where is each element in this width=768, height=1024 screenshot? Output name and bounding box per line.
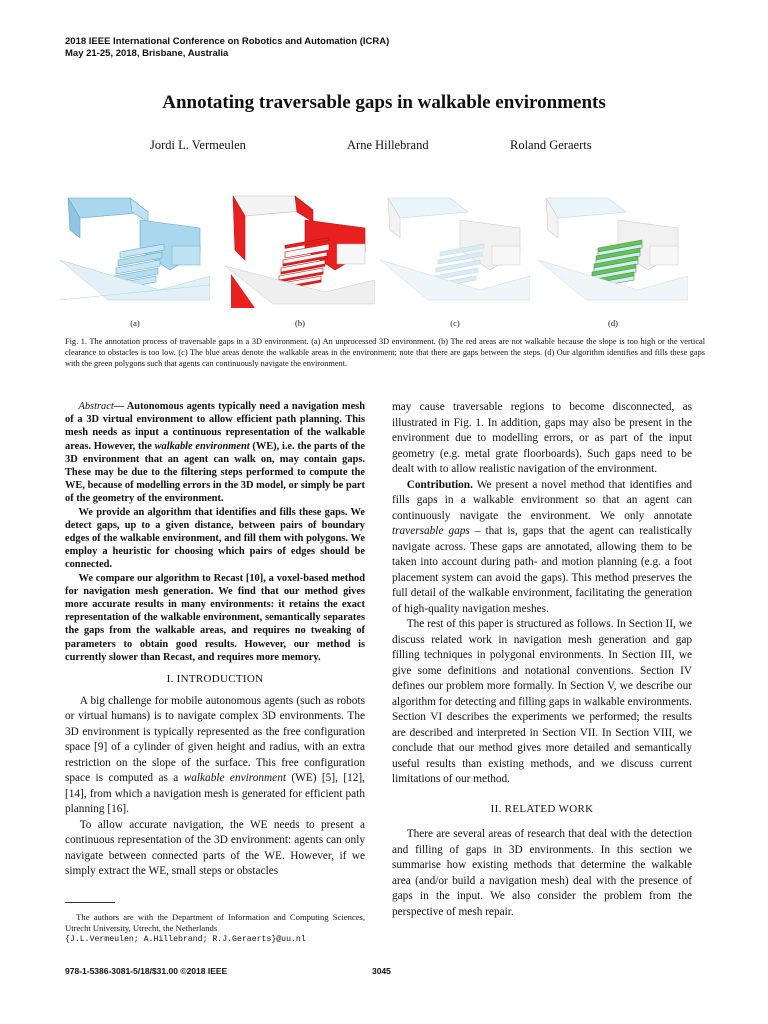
conference-header <box>65 36 389 60</box>
figure-panel-b <box>225 190 375 308</box>
paper-title: Annotating traversable gaps in walkable environments <box>162 92 606 113</box>
abstract-p1-em: walkable environment <box>154 440 250 452</box>
figure-panel-d <box>538 190 688 308</box>
staircase-walkable-image <box>380 190 530 308</box>
intro-p1-a: A big challenge for mobile autonomous agents (such as robots or virtual humans) is to navigate complex 3D environments. The 3D environment is typically represented as the free configuration space [9] of a cylinder of given height and radius, with an extra restriction on the slope of the surface. This free configuration space is computed as a <box>65 694 365 785</box>
contribution-p-a: We present a novel method that identifies and fills gaps in a walkable environment so that an agent can continuously navigate the environment. We only annotate <box>392 478 692 522</box>
left-column <box>65 400 365 880</box>
contribution-label: Contribution. <box>406 478 473 491</box>
footnote <box>65 912 365 945</box>
abstract-dash: — <box>113 401 127 412</box>
contribution-p-b: – that is, gaps that the agent can realistically navigate across. These gaps are annotated, allowing them to be taken into account during path- and motion planning (e.g. a foot placement system can avoid the gaps). This method preserves the full detail of the walkable environment, facilitating the generation of high-quality navigation meshes. <box>392 525 692 615</box>
footnote-rule <box>65 902 115 903</box>
contribution-paragraph <box>392 478 692 618</box>
figure-panel-a <box>60 190 210 308</box>
author-3: Roland Geraerts <box>510 138 592 152</box>
footnote-affiliation: The authors are with the Department of Information and Computing Sciences, Utrecht University, Utrecht, the Netherlands <box>65 912 365 933</box>
abstract-paragraph-1 <box>65 400 365 506</box>
conference-name: 2018 IEEE International Conference on Robotics and Automation (ICRA) <box>65 36 390 47</box>
intro-p1-b: (WE) [5], [12], [14], from which a navigation mesh is generated for efficient path planning [16]. <box>65 772 365 816</box>
staircase-gaps-filled-image <box>538 190 688 308</box>
figure-sublabel-d: (d) <box>608 318 618 328</box>
intro-paragraph-2: To allow accurate navigation, the WE needs to present a continuous representation of the 3D environment: agents can only navigate between connected parts of the WE. However, if we simply extract the WE, small steps or obstacles <box>65 818 365 878</box>
footnote-emails: {J.L.Vermeulen; A.Hillebrand; R.J.Geraerts}@uu.nl <box>65 935 306 944</box>
figure-panel-c <box>380 190 530 308</box>
footer-isbn: 978-1-5386-3081-5/18/$31.00 ©2018 IEEE <box>65 966 228 976</box>
footer-page-number: 3045 <box>372 966 391 976</box>
abstract-p1-a: Autonomous agents typically need a navigation mesh of a 3D virtual environment to allow efficient path planning. This mesh needs as input a continuous representation of the walkable areas. However, the <box>65 401 366 452</box>
figure-1 <box>60 190 710 330</box>
figure-caption: Fig. 1. The annotation process of traversable gaps in a 3D environment. (a) An unprocessed 3D environment. (b) The red areas are not walkable because the slope is too high or the vertical clearance to obstacles is too low. (c) The blue areas denote the walkable areas in the environment; note that there are gaps between the steps. (d) Our algorithm identifies and fills these gaps with the green polygons such that agents can continuously navigate the environment. <box>65 337 705 368</box>
related-work-paragraph: There are several areas of research that deal with the detection and filling of gaps in 3D environments. In this section we summarise how existing methods that determine the walkable area (and/or build a navigation mesh) deal with the presence of gaps in the input. We also consider the problem from the perspective of mesh repair. <box>392 828 692 918</box>
staircase-unprocessed-image <box>60 190 210 308</box>
abstract-p1-b: (WE), i.e. the parts of the 3D environment that an agent can walk on, may contain gaps. These may be due to the filtering steps performed to compute the WE, because of modelling errors in the 3D model, or simply be part of the geometry of the environment. <box>65 440 365 505</box>
author-1: Jordi L. Vermeulen <box>150 138 246 152</box>
author-2: Arne Hillebrand <box>347 138 429 152</box>
conference-date-location: May 21-25, 2018, Brisbane, Australia <box>65 48 229 59</box>
abstract-paragraph-3: We compare our algorithm to Recast [10], a voxel-based method for navigation mesh generation. We find that our method gives more accurate results in many environments: it retains the exact representation of the walkable environment, semantically separates the gaps from the walkable areas, and requires no tweaking of parameters to obtain good results. However, our method is currently slower than Recast, and requires more memory. <box>65 572 365 663</box>
figure-sublabel-b: (b) <box>295 318 305 328</box>
right-column <box>392 400 692 920</box>
structure-paragraph: The rest of this paper is structured as follows. In Section II, we discuss related work in navigation mesh generation and gap filling techniques in polygonal environments. In Section III, we give some definitions and notational conventions. Section IV defines our problem more formally. In Section V, we describe our algorithm for detecting and filling gaps in walkable environments. Section VI describes the experiments we performed; the results are described and interpreted in Section VII. In Section VIII, we conclude that our method gives more detailed and semantically useful results than existing methods, and we discuss current limitations of our method. <box>392 618 692 785</box>
figure-sublabel-a: (a) <box>130 318 140 328</box>
section-heading-related-work: II. RELATED WORK <box>490 802 594 815</box>
right-paragraph-1: may cause traversable regions to become disconnected, as illustrated in Fig. 1. In addition, gaps may also be present in the environment due to modelling errors, or as part of the input geometry (e.g. metal grate floorboards). Such gaps need to be dealt with to allow realistic navigation of the environment. <box>392 401 692 475</box>
contribution-p-em: traversable gaps <box>392 525 470 537</box>
abstract-label: Abstract <box>78 401 114 412</box>
staircase-not-walkable-image <box>225 190 375 308</box>
abstract-paragraph-2: We provide an algorithm that identifies and fills these gaps. We detect gaps, up to a given distance, between pairs of boundary edges of the walkable environment, and fill them with polygons. We employ a heuristic for choosing which pairs of edges should be connected. <box>65 506 365 571</box>
figure-sublabel-c: (c) <box>450 318 460 328</box>
intro-paragraph-1 <box>65 694 365 818</box>
section-heading-introduction: I. INTRODUCTION <box>166 673 264 686</box>
intro-p1-em: walkable environment <box>183 772 286 785</box>
